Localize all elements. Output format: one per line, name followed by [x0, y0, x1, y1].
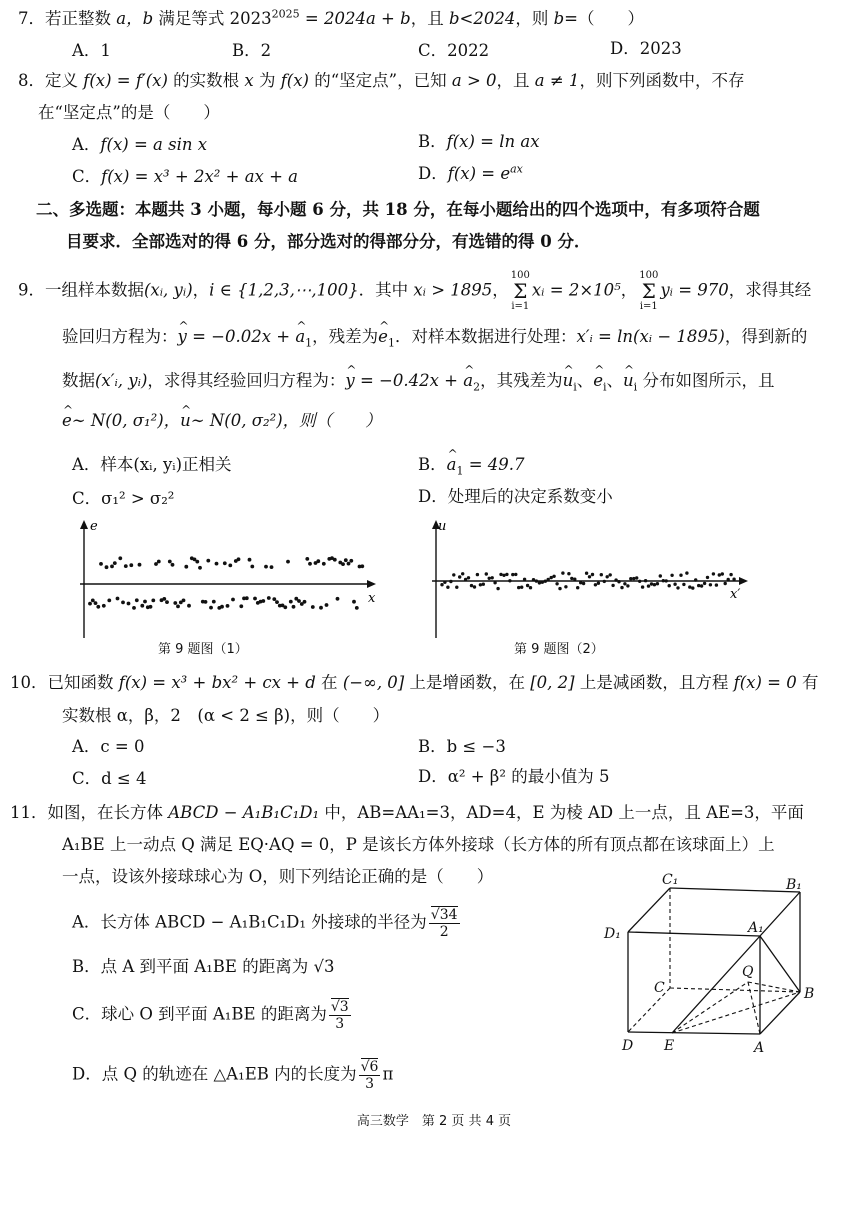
fig1-point [311, 605, 315, 609]
fig1-point [270, 565, 274, 569]
fig1-point [135, 598, 139, 602]
fig2-point [712, 572, 715, 575]
q8-option-d: D．$f(x) = e^{ax}$ [418, 162, 523, 183]
fig1-point [94, 601, 98, 605]
fig2-point [620, 586, 623, 589]
fig1-point [261, 599, 265, 603]
vertex-label-d: D [622, 1038, 634, 1054]
fig1-point [344, 558, 348, 562]
q9-option-c: C．σ₁² > σ₂² [72, 489, 175, 508]
fig2-point [659, 574, 662, 577]
q11-option-d: D．点 Q 的轨迹在 △A₁EB 内的长度为 $\frac{√6}{3}$ π [72, 1059, 394, 1092]
q11-stem-line3: 一点，设该外接球球心为 O，则下列结论正确的是（ ） [62, 867, 494, 886]
fig2-point [446, 586, 449, 589]
fig2-point [638, 580, 641, 583]
fig2-point [600, 573, 603, 576]
fig1-point [198, 566, 202, 570]
fig1-point [341, 562, 345, 566]
fig1-point [333, 558, 337, 562]
segment-e-q [672, 982, 748, 1033]
q10-stem-line1: 10．已知函数 f(x) = x³ + bx² + cx + d 在 (−∞, 0] 上是增函数，在 [0, 2] 上是减函数，且方程 f(x) = 0 有 [10, 673, 819, 692]
q10-option-b: B．b ≤ −3 [418, 737, 506, 756]
fig2-point [482, 583, 485, 586]
fig2-point [505, 573, 508, 576]
fig2-point [718, 573, 721, 576]
fig1-point [352, 600, 356, 604]
q7-option-a: A．1 [72, 41, 111, 60]
fig1-point [157, 560, 161, 564]
fig2-point [467, 576, 470, 579]
fig2-point [449, 580, 452, 583]
fig2-point [611, 584, 614, 587]
fig1-point [99, 562, 103, 566]
fig1-point [316, 559, 320, 563]
fig2-point [685, 571, 688, 574]
fig2-point [511, 573, 514, 576]
fig2-point [597, 582, 600, 585]
vertex-label-b: B [804, 986, 815, 1002]
vertex-label-a: A [754, 1040, 765, 1056]
fig2-point [629, 577, 632, 580]
fig1-point [127, 602, 131, 606]
fig1-point [171, 563, 175, 567]
fig1-point [151, 599, 155, 603]
fig2-point [488, 577, 491, 580]
q7-option-b: B．2 [232, 41, 272, 60]
fig2-point [455, 586, 458, 589]
fig2-point [700, 584, 703, 587]
fig1-x-arrow [367, 580, 376, 588]
fig2-point [626, 584, 629, 587]
q11-stem-line2: A₁BE 上一动点 Q 满足 EQ·AQ = 0，P 是该长方体外接球（长方体的所有顶点都在该球面上）上 [62, 835, 775, 854]
fig2-point [653, 583, 656, 586]
fig2-point [724, 582, 727, 585]
fig1-point [215, 562, 219, 566]
q9-stem-line3: 数据(x′ᵢ, yᵢ)，求得其经验回归方程为：^ y = −0.42x + ^ $a_2$，其残差为^ $u_i$、^ $e_i$、^ $u_i$ 分布如图所示，且 [62, 370, 774, 392]
fig1-point [292, 605, 296, 609]
fig1-point [138, 563, 142, 567]
edge-d-a [628, 1032, 760, 1034]
fig2-point [656, 582, 659, 585]
section2-heading-line1: 二、多选题：本题共 3 小题，每小题 6 分，共 18 分，在每小题给出的四个选项中，有多项符合题 [36, 200, 760, 219]
fig1-point [325, 603, 329, 607]
q9-figure-1-residual-plot [70, 518, 390, 642]
edge-c1-d1 [628, 888, 670, 932]
fig2-point [558, 587, 561, 590]
segment-q-a [748, 982, 760, 1034]
fig1-point [187, 604, 191, 608]
fig1-point [143, 600, 147, 604]
vertex-label-d1: D₁ [604, 926, 621, 942]
fig1-point [116, 597, 120, 601]
q7-stem: 7．若正整数 a，b 满足等式 $2023^{2025} = 2024a + b$，且 b<2024，则 b=（ ） [18, 7, 644, 28]
q9-figure-2-residual-plot [424, 518, 764, 642]
fig1-point [220, 605, 224, 609]
fig1-point [308, 562, 312, 566]
fig1-point [91, 599, 95, 603]
fig1-point [349, 559, 353, 563]
fig1-point [132, 606, 136, 610]
fig1-point [102, 604, 106, 608]
section2-heading-line2: 目要求．全部选对的得 6 分，部分选对的得部分分，有选错的得 0 分． [66, 232, 591, 251]
q11-stem-line1: 11．如图，在长方体 ABCD − A₁B₁C₁D₁ 中，AB=AA₁=3，AD=4，E 为棱 AD 上一点，且 AE=3，平面 [10, 803, 804, 822]
q9-stem-line1: 9．一组样本数据(xᵢ, yᵢ)，i ∈ {1,2,3,⋯,100}．其中 xᵢ > 1895，100 Σ i=1xᵢ = 2×10⁵，100 Σ i=1yᵢ = 970，求得其经 [18, 270, 812, 312]
fig1-point [245, 596, 249, 600]
fig1-point [212, 600, 216, 604]
fig2-point [603, 580, 606, 583]
fig1-point [303, 600, 307, 604]
fig2-point [561, 571, 564, 574]
fig2-point [676, 586, 679, 589]
fig2-point [440, 583, 443, 586]
fig2-point [470, 584, 473, 587]
fig2-point [582, 582, 585, 585]
fig2-point [715, 583, 718, 586]
fig2-point [479, 583, 482, 586]
fig2-point [535, 579, 538, 582]
fig1-point [195, 560, 199, 564]
fig2-point [585, 572, 588, 575]
fig2-point [635, 576, 638, 579]
fig2-point [552, 575, 555, 578]
fig2-point [644, 579, 647, 582]
fig2-point [567, 572, 570, 575]
fig2-point [458, 575, 461, 578]
fig1-y-arrow [80, 520, 88, 529]
fig1-point [319, 606, 323, 610]
fig1-point [140, 604, 144, 608]
fig1-point [223, 561, 227, 565]
fig2-point [732, 578, 735, 581]
fig1-point [248, 558, 252, 562]
fig1-point [275, 600, 279, 604]
q9-option-a: A．样本(xᵢ, yᵢ)正相关 [72, 455, 232, 474]
fig1-point [182, 599, 186, 603]
fig2-point [550, 576, 553, 579]
fig2-point [647, 584, 650, 587]
q7-option-c: C．2022 [418, 41, 490, 60]
q8-option-a: A．f(x) = a sin x [72, 135, 208, 154]
q10-option-a: A．c = 0 [72, 737, 145, 756]
fig2-point [461, 572, 464, 575]
fig2-y-label: u [438, 519, 447, 534]
q9-figure-2-caption: 第 9 题图（2） [514, 642, 604, 657]
fig1-point [355, 606, 359, 610]
fig1-point [237, 557, 241, 561]
point-label-q: Q [742, 964, 754, 980]
fig1-point [149, 605, 153, 609]
point-label-e: E [664, 1038, 675, 1054]
fig2-point [623, 582, 626, 585]
fig1-point [165, 600, 169, 604]
fig1-point [272, 597, 276, 601]
fig2-point [485, 572, 488, 575]
fig2-x-arrow [739, 577, 748, 585]
q11-option-d-fraction: $\frac{√6}{3}$ [360, 1059, 379, 1092]
fig2-point [727, 578, 730, 581]
fig1-point [239, 604, 243, 608]
q11-option-a: A．长方体 ABCD − A₁B₁C₁D₁ 外接球的半径为 $\frac{√34}{2}$ [72, 907, 458, 940]
q9-stem-line2: 验回归方程为：^ y = −0.02x + ^ $a_1$，残差为^ $e_1$．对样本数据进行处理：x′ᵢ = ln(xᵢ − 1895)，得到新的 [62, 326, 807, 348]
fig2-point [523, 578, 526, 581]
fig1-point [162, 597, 166, 601]
fig1-point [173, 601, 177, 605]
fig2-point [650, 582, 653, 585]
q9-stem-line4: ^ e∼ N(0, σ₁²)，^ u∼ N(0, σ₂²)，则（ ） [62, 410, 382, 432]
fig2-point [493, 581, 496, 584]
fig2-point [694, 578, 697, 581]
fig1-point [336, 597, 340, 601]
fig1-point [226, 604, 230, 608]
q10-option-d: D．α² + β² 的最小值为 5 [418, 767, 610, 786]
fig2-x-label: x′ [730, 587, 741, 602]
fig2-point [673, 583, 676, 586]
q11-option-c: C．球心 O 到平面 A₁BE 的距离为 $\frac{√3}{3}$ [72, 999, 349, 1032]
fig2-point [632, 577, 635, 580]
fig2-point [570, 577, 573, 580]
fig2-point [721, 572, 724, 575]
sum-sign-x: 100 Σ i=1 [510, 270, 530, 312]
fig1-point [267, 596, 271, 600]
fig2-point [697, 584, 700, 587]
q11-option-b: B．点 A 到平面 A₁BE 的距离为 √3 [72, 957, 335, 976]
fig2-point [617, 580, 620, 583]
fig2-point [703, 582, 706, 585]
fig2-point [496, 587, 499, 590]
fig1-x-label: x [368, 591, 376, 606]
fig1-point [88, 602, 92, 606]
fig1-point [204, 600, 208, 604]
fig2-point [476, 573, 479, 576]
fig1-point [253, 597, 257, 601]
edge-b1-a1 [760, 892, 800, 936]
vertex-label-b1: B₁ [786, 877, 802, 893]
fig2-point [591, 573, 594, 576]
fig2-point [576, 586, 579, 589]
fig2-point [443, 581, 446, 584]
fig2-point [579, 581, 582, 584]
fig1-point [360, 564, 364, 568]
fig1-point [129, 563, 133, 567]
q11-option-a-fraction: $\frac{√34}{2}$ [430, 907, 458, 940]
fig2-point [670, 574, 673, 577]
fig1-point [347, 562, 351, 566]
fig1-point [176, 605, 180, 609]
fig2-point [532, 578, 535, 581]
fig2-point [491, 576, 494, 579]
q8-stem-line2: 在“坚定点”的是（ ） [38, 103, 220, 122]
q8-stem-line1: 8．定义 f(x) = f′(x) 的实数根 x 为 f(x) 的“坚定点”，已知 a > 0，且 a ≠ 1，则下列函数中，不存 [18, 71, 745, 90]
q11-cuboid-figure [600, 870, 830, 1060]
q8-option-c: C．f(x) = x³ + 2x² + ax + a [72, 167, 298, 186]
fig2-point [709, 583, 712, 586]
fig1-point [264, 565, 268, 569]
q7-option-d: D．2023 [610, 39, 682, 58]
fig1-scatter-points [88, 556, 364, 610]
fig2-point [526, 584, 529, 587]
fig1-point [184, 565, 188, 569]
q9-figure-1-caption: 第 9 题图（1） [158, 642, 248, 657]
fig1-point [110, 565, 114, 569]
fig1-point [322, 562, 326, 566]
fig1-point [168, 560, 172, 564]
fig1-point [209, 606, 213, 610]
edge-e-a1 [672, 936, 760, 1033]
fig1-point [250, 565, 254, 569]
q9-option-b: B．^ $a_1 = 49.7$ [418, 454, 525, 476]
fig2-point [609, 573, 612, 576]
fig2-point [668, 584, 671, 587]
fig1-point [121, 601, 125, 605]
fig2-point [555, 582, 558, 585]
sum-sign-y: 100 Σ i=1 [639, 270, 659, 312]
fig1-point [113, 561, 117, 565]
fig2-point [662, 579, 665, 582]
fig2-point [529, 586, 532, 589]
q9-option-d: D．处理后的决定系数变小 [418, 487, 613, 506]
fig2-point [641, 585, 644, 588]
q10-option-c: C．d ≤ 4 [72, 769, 147, 788]
vertex-label-c1: C₁ [662, 872, 679, 888]
fig2-point [517, 586, 520, 589]
fig1-point [206, 559, 210, 563]
fig2-point [499, 573, 502, 576]
fig1-point [124, 564, 128, 568]
q11-option-c-fraction: $\frac{√3}{3}$ [330, 999, 349, 1032]
fig1-point [283, 605, 287, 609]
fig1-point [105, 565, 109, 569]
fig2-point [606, 575, 609, 578]
fig2-point [502, 574, 505, 577]
fig2-point [564, 585, 567, 588]
fig2-point [682, 583, 685, 586]
fig1-point [286, 560, 290, 564]
fig1-point [96, 605, 100, 609]
page-footer: 高三数学 第 2 页 共 4 页 [356, 1114, 512, 1129]
edge-c1-b1 [670, 888, 800, 892]
edge-c-b-hidden [670, 988, 800, 992]
fig1-point [118, 556, 122, 560]
fig2-point [679, 574, 682, 577]
edge-d1-a1 [628, 932, 760, 936]
fig1-point [297, 599, 301, 603]
fig2-point [520, 586, 523, 589]
fig2-point [588, 575, 591, 578]
fig1-y-label: e [90, 519, 98, 534]
fig1-point [305, 557, 309, 561]
fig2-point [594, 583, 597, 586]
fig2-point [514, 573, 517, 576]
fig2-point [614, 578, 617, 581]
vertex-label-c: C [654, 980, 665, 996]
fig2-point [538, 581, 541, 584]
q10-stem-line2: 实数根 α，β，2 (α < 2 ≤ β)，则（ ） [62, 706, 390, 725]
fig2-point [688, 585, 691, 588]
fig2-point [464, 578, 467, 581]
fig2-point [508, 579, 511, 582]
fig1-point [231, 598, 235, 602]
fig2-point [691, 586, 694, 589]
fig2-point [544, 580, 547, 583]
fig2-point [547, 578, 550, 581]
fig1-point [228, 564, 232, 568]
fig2-point [665, 579, 668, 582]
fig2-point [573, 578, 576, 581]
fig2-point [706, 576, 709, 579]
fig2-point [541, 581, 544, 584]
q8-option-b: B．f(x) = ln ax [418, 132, 540, 151]
vertex-label-a1: A₁ [748, 920, 764, 936]
fig1-point [107, 599, 111, 603]
fig2-point [729, 573, 732, 576]
fig2-point [473, 585, 476, 588]
fig1-point [289, 600, 293, 604]
edge-a1-b [760, 936, 800, 992]
fig2-point [452, 573, 455, 576]
